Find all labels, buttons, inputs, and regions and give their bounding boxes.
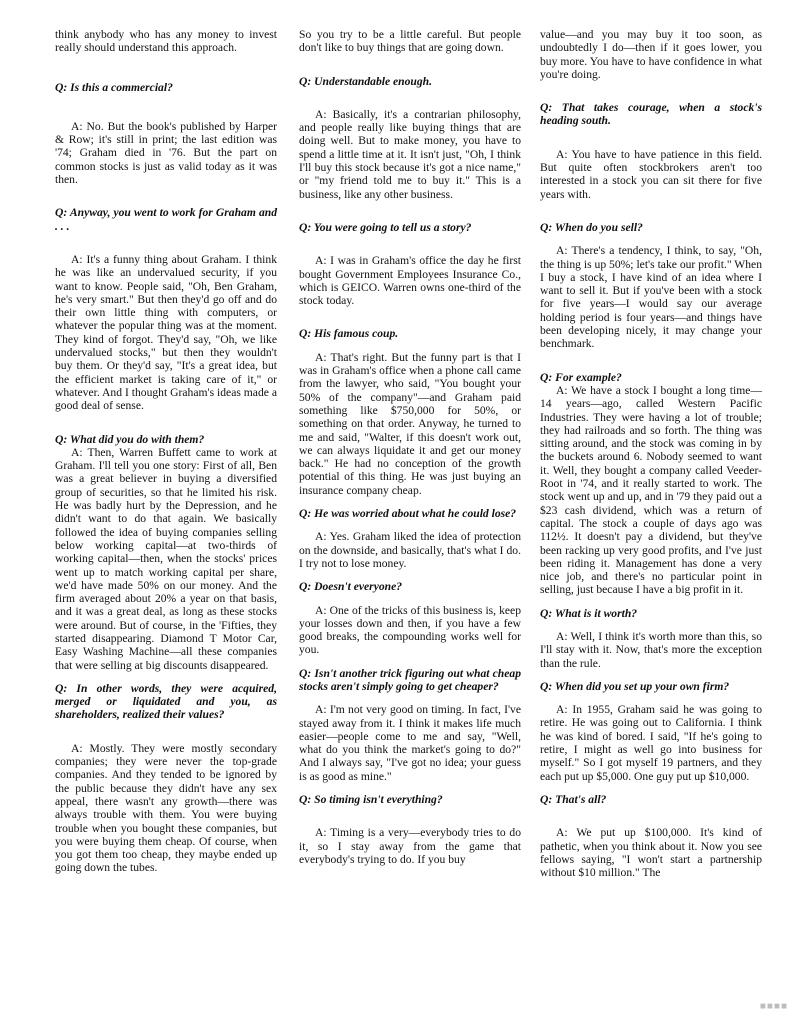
paragraph: think anybody who has any money to invest really should understand this approach.: [55, 28, 277, 55]
answer: A: That's right. But the funny part is that I was in Graham's office when a phone call came from the lawyer, who said, "You bought your 50% of the company"—and Graham paid something like $750,000 for 50%, or something on that order. Anyway, he turned to me and said, "Walter, if this doesn't work out, we can always liquidate it and get our money back." He had no conception of the growth potential of this thing. He was just buying an insurance company cheap.: [299, 350, 521, 497]
text-column-2: [299, 28, 521, 866]
question: Q: So timing isn't everything?: [299, 793, 443, 807]
answer: A: You have to have patience in this field. But quite often stockbrokers aren't too interested in a stock you can sit there for five years with.: [540, 147, 762, 201]
answer: A: Basically, it's a contrarian philosophy, and people really like buying things that are doing well. But to make money, you have to spend a little time at it. It isn't just, "Oh, I think I'll buy this stock because it's got a nice name," or "my friend told me to buy it." This is a business, like any other business.: [299, 107, 521, 201]
answer: A: One of the tricks of this business is, keep your losses down and then, if you have a few good breaks, the compounding works well for you.: [299, 603, 521, 657]
question: Q: For example?: [540, 370, 622, 384]
answer: A: Then, Warren Buffett came to work at Graham. I'll tell you one story: First of all, Ben was a great believer in buying a diversified group of securities, so that he limited his risk. He was badly hurt by the Depression, and he didn't want to do that again. We basically followed the idea of buying companies selling below working capital—at two-thirds of working capital—then, when the stocks' prices went up to match working capital per share, we'd have made 50% on our money. And the firm averaged about 20% a year on that basis, and it was a great deal, as long as these stocks were around. But of course, in the 'Fifties, they started disappearing. Diamond T Motor Car, Easy Washing Machine—all these companies that were selling at big discounts disappeared.: [55, 445, 277, 672]
text-column-1: [55, 28, 277, 875]
question: Q: You were going to tell us a story?: [299, 220, 472, 234]
answer: A: In 1955, Graham said he was going to retire. He was going out to California. I think he was kind of bored. I said, "If he's going to retire, I might as well go into business for myself." So I got myself 19 partners, and they each put up $5,000. One guy put up $10,000.: [540, 703, 762, 783]
question: Q: That's all?: [540, 792, 607, 806]
question: Q: That takes courage, when a stock's heading south.: [540, 101, 762, 128]
answer: A: I'm not very good on timing. In fact, I've stayed away from it. I think it makes life much easier—people come to me and say, "Well, what do you think the market's going to do?" And I always say, "I've got no idea; your guess is as good as mine.": [299, 703, 521, 783]
question: Q: What is it worth?: [540, 606, 638, 620]
answer: A: It's a funny thing about Graham. I think he was like an undervalued security, if you want to know. People said, "Oh, Ben Graham, he's very smart." But then they'd go off and do their own little thing with computers, or whatever the popular thing was at the moment. They kind of forgot. They'd say, "Oh, we like undervalued stocks," but then they wouldn't buy them. Or they'd say, "It's a great idea, but the efficient market is taking care of it," or whatever. And I thought Graham's ideas made a good deal of sense.: [55, 252, 277, 413]
question: Q: Is this a commercial?: [55, 80, 173, 94]
text-column-3: [540, 28, 762, 879]
answer: A: We have a stock I bought a long time—14 years—ago, called Western Pacific Industries. They were having a lot of trouble; they had railroads and so forth. The thing was sitting around, and the stock was coming in by the buckets around 6. Nobody seemed to want it. Well, they bought a company called Veeder-Root in '74, and it really started to work. The stock went up and up, and in '79 they paid out a $23 cash dividend, which was a return of capital. The stock a couple of days ago was 112½. It doesn't pay a dividend, but they've been racking up very good profits, and I've just been riding it. Management has done a very nice job, and there's no particular point in selling, just because I have a big profit in it.: [540, 383, 762, 597]
answer: A: We put up $100,000. It's kind of pathetic, when you think about it. Now you see fellows saying, "I won't start a partnership without $10 million." The: [540, 826, 762, 880]
question: Q: He was worried about what he could lose?: [299, 507, 517, 521]
question: Q: What did you do with them?: [55, 432, 205, 446]
question: Q: In other words, they were acquired, merged or liquidated and you, as shareholders, realized their values?: [55, 681, 277, 722]
answer: A: Mostly. They were mostly secondary companies; they were never the top-grade companies. And they tended to be ignored by the public because they didn't have any sex appeal, there wasn't any growth—there was always trouble with them. You were buying trouble when you bought these companies, but you were buying them cheap. Of course, when you got them too cheap, they maybe ended up going down the tubes.: [55, 741, 277, 875]
question: Q: When do you sell?: [540, 220, 643, 234]
question: Q: His famous coup.: [299, 327, 399, 341]
question: Q: Understandable enough.: [299, 74, 433, 88]
answer: A: No. But the book's published by Harper & Row; it's still in print; the last edition was '74; Graham died in '76. But the part on common stocks is just as valid today as it was then.: [55, 119, 277, 187]
answer: A: I was in Graham's office the day he first bought Government Employees Insurance Co., which is GEICO. Warren owns one-third of the stock today.: [299, 254, 521, 308]
answer: A: There's a tendency, I think, to say, "Oh, the thing is up 50%; let's take our profit." When I buy a stock, I have kind of an idea where I want to sell it. But if you've been with a stock for five years—I would say our average holding period is four years—and things have been developing nicely, it may change your benchmark.: [540, 244, 762, 351]
question: Q: When did you set up your own firm?: [540, 679, 730, 693]
answer: A: Yes. Graham liked the idea of protection on the downside, and basically, that's what I do. I try not to lose money.: [299, 530, 521, 570]
question: Q: Doesn't everyone?: [299, 580, 403, 594]
watermark: ■■■■: [759, 1001, 788, 1012]
answer: A: Well, I think it's worth more than this, so I'll stay with it. Now, that's more the exception than the rule.: [540, 629, 762, 670]
question: Q: Isn't another trick figuring out what cheap stocks aren't simply going to get cheaper?: [299, 666, 521, 693]
answer: A: Timing is a very—everybody tries to do it, so I stay away from the game that everybody's trying to do. If you buy: [299, 826, 521, 866]
paragraph: So you try to be a little careful. But people don't like to buy things that are going down.: [299, 28, 521, 55]
paragraph: value—and you may buy it too soon, as undoubtedly I do—then if it goes lower, you buy more. You have to have confidence in what you're doing.: [540, 28, 762, 81]
question: Q: Anyway, you went to work for Graham and . . .: [55, 206, 277, 233]
